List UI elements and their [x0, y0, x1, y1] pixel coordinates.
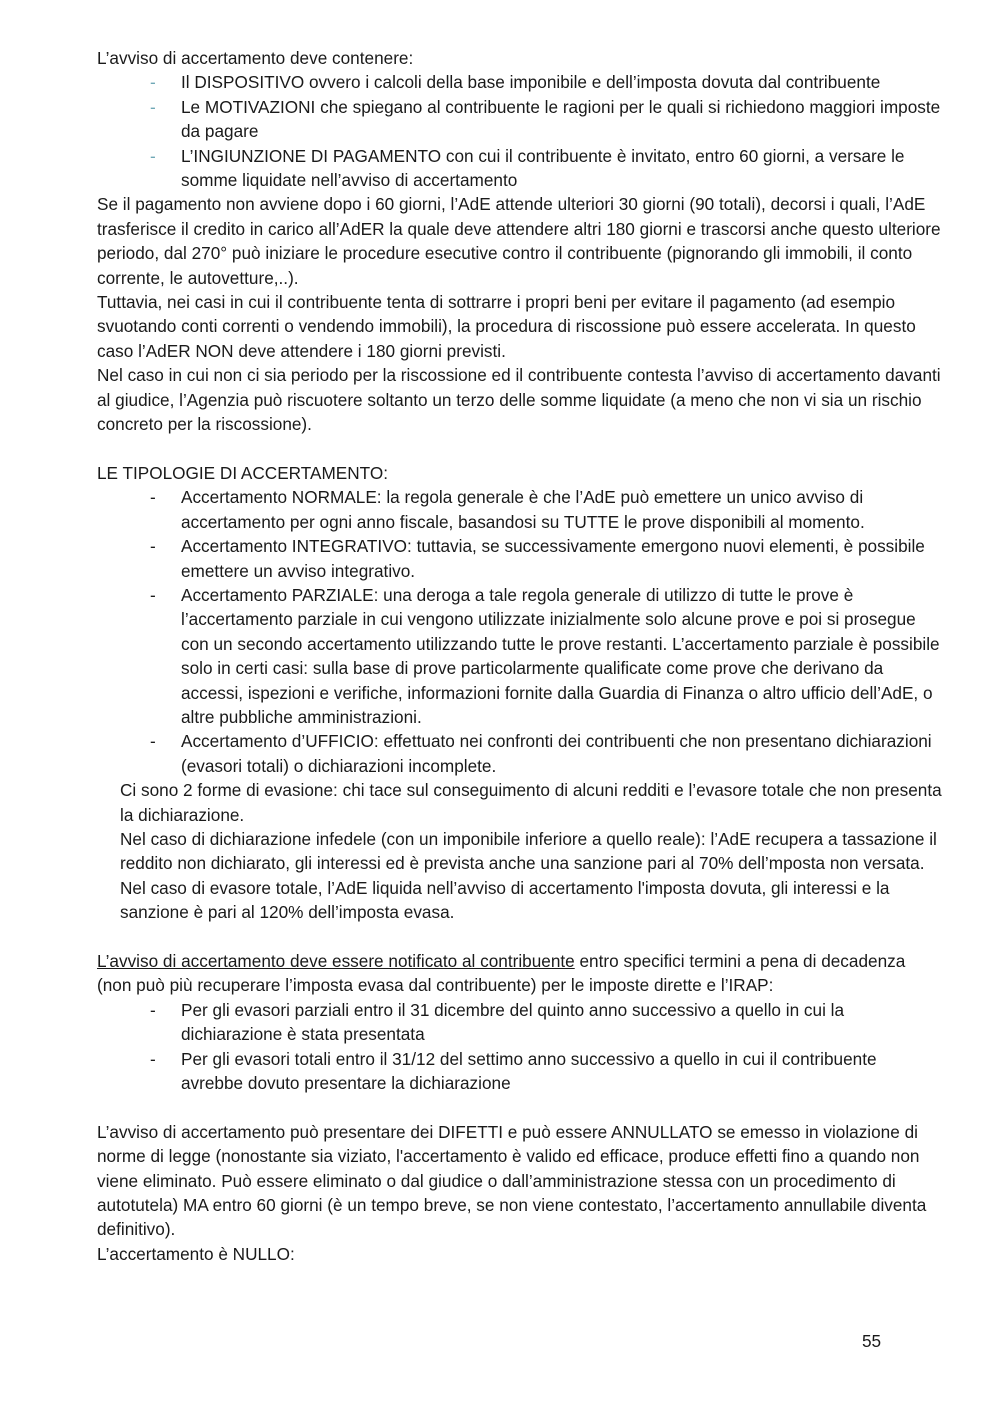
- intro-paragraph: L’avviso di accertamento deve contenere:: [97, 48, 414, 68]
- list-item: - Accertamento PARZIALE: una deroga a tale regola generale di utilizzo di tutte le prove è l’accertamento parziale in cui vengono utilizzate inizialmente solo alcune prove e poi si prosegue con un secondo accertamento utilizzando tutte le prove restanti. L’accertamento parziale è possibile solo in certi casi: sulla base di prove particolarmente qualificate come prove che derivano da accessi, ispezioni e verifiche, informazioni fornite dalla Guardia di Finanza o altro ufficio dell’AdE, o altre pubbliche amministrazioni.: [150, 584, 940, 727]
- defects-paragraph: L’avviso di accertamento può presentare dei DIFETTI e può essere ANNULLATO se emesso in violazione di norme di legge (nonostante sia viziato, l'accertamento è valido ed efficace, produce effetti fino a quando non viene eliminato. Può essere eliminato o dal giudice o dall’amministrazione stessa con un procedimento di autotutela) MA entro 60 giorni (è un tempo breve, se non viene contestato, l’accertamento annullabile diventa definitivo).: [97, 1121, 927, 1240]
- dash-bullet: -: [150, 487, 156, 508]
- deadlines-list: [97, 998, 942, 1096]
- dash-bullet: -: [150, 584, 156, 605]
- list-item: - Accertamento d’UFFICIO: effettuato nei confronti dei contribuenti che non presentano dichiarazioni (evasori totali) o dichiarazioni incomplete.: [150, 731, 932, 776]
- however-paragraph: Tuttavia, nei casi in cui il contribuente tenta di sottrarre i propri beni per evitare il pagamento (ad esempio svuotando conti correnti o vendendo immobili), la procedura di riscossione può essere accelerata. In questo caso l’AdER NON deve attendere i 180 giorni previsti.: [97, 292, 916, 361]
- dash-bullet: -: [150, 96, 156, 117]
- list-item: - Il DISPOSITIVO ovvero i calcoli della base imponibile e dell’imposta dovuta dal contribuente: [181, 70, 942, 94]
- dash-bullet: -: [150, 1048, 156, 1069]
- spacer: [97, 925, 942, 949]
- dash-bullet: -: [150, 731, 156, 752]
- types-list: [97, 485, 942, 778]
- list-item: - Per gli evasori totali entro il 31/12 del settimo anno successivo a quello in cui il contribuente avrebbe dovuto presentare la dichiarazione: [150, 1048, 877, 1094]
- content-list: [97, 70, 942, 192]
- dash-bullet: -: [150, 145, 156, 166]
- list-item: - Accertamento INTEGRATIVO: tuttavia, se successivamente emergono nuovi elementi, è possibile emettere un avviso integrativo.: [150, 536, 925, 581]
- document-page: [97, 46, 942, 1266]
- judge-paragraph: Nel caso in cui non ci sia periodo per la riscossione ed il contribuente contesta l’avviso di accertamento davanti al giudice, l’Agenzia può riscuotere soltanto un terzo delle somme liquidate (a meno che non vi sia un rischio concreto per la riscossione).: [97, 365, 941, 435]
- list-item: - Accertamento NORMALE: la regola generale è che l’AdE può emettere un unico avviso di accertamento per ogni anno fiscale, basandosi su TUTTE le prove disponibili al momento.: [150, 487, 865, 532]
- notice-rest-text: entro specifici termini a pena di decadenza (non può più recuperare l’imposta evasa dal contribuente) per le imposte dirette e l’IRAP:: [97, 951, 906, 996]
- payment-paragraph: Se il pagamento non avviene dopo i 60 giorni, l’AdE attende ulteriori 30 giorni (90 totali), decorsi i quali, l’AdE trasferisce il credito in carico all’AdER la quale deve attendere altri 180 giorni e trascorsi anche questo ulteriore periodo, dal 270° può iniziare le procedure esecutive contro il contribuente (pignorando gli immobili, il conto corrente, le autovetture,..).: [97, 194, 941, 288]
- types-heading: LE TIPOLOGIE DI ACCERTAMENTO:: [97, 462, 388, 483]
- total-evader-paragraph: Nel caso di evasore totale, l’AdE liquida nell’avviso di accertamento l'imposta dovuta, gli interessi e la sanzione è pari al 120% dell’imposta evasa.: [120, 877, 890, 923]
- spacer: [97, 1095, 942, 1119]
- evasion-forms-paragraph: Ci sono 2 forme di evasione: chi tace sul conseguimento di alcuni redditi e l’evasore totale che non presenta la dichiarazione.: [120, 780, 942, 825]
- dash-bullet: -: [150, 999, 156, 1020]
- page-number: 55: [862, 1331, 882, 1351]
- null-heading: L’accertamento è NULLO:: [97, 1243, 295, 1264]
- unfaithful-paragraph: Nel caso di dichiarazione infedele (con un imponibile inferiore a quello reale): l’AdE recupera a tassazione il reddito non dichiarato, gli interessi ed è prevista anche una sanzione pari al 70% dell’mposta non versata.: [120, 828, 937, 874]
- list-item: - L’INGIUNZIONE DI PAGAMENTO con cui il contribuente è invitato, entro 60 giorni, a versare le somme liquidate nell’avviso di accertamento: [150, 145, 905, 191]
- dash-bullet: -: [150, 72, 156, 93]
- list-item: - Le MOTIVAZIONI che spiegano al contribuente le ragioni per le quali si richiedono maggiori imposte da pagare: [150, 96, 941, 142]
- list-item: - Per gli evasori parziali entro il 31 dicembre del quinto anno successivo a quello in cui la dichiarazione è stata presentata: [150, 999, 845, 1045]
- notice-paragraph: [97, 949, 942, 998]
- spacer: [97, 437, 942, 461]
- dash-bullet: -: [150, 536, 156, 557]
- notice-underlined-text: L’avviso di accertamento deve essere notificato al contribuente: [97, 951, 575, 971]
